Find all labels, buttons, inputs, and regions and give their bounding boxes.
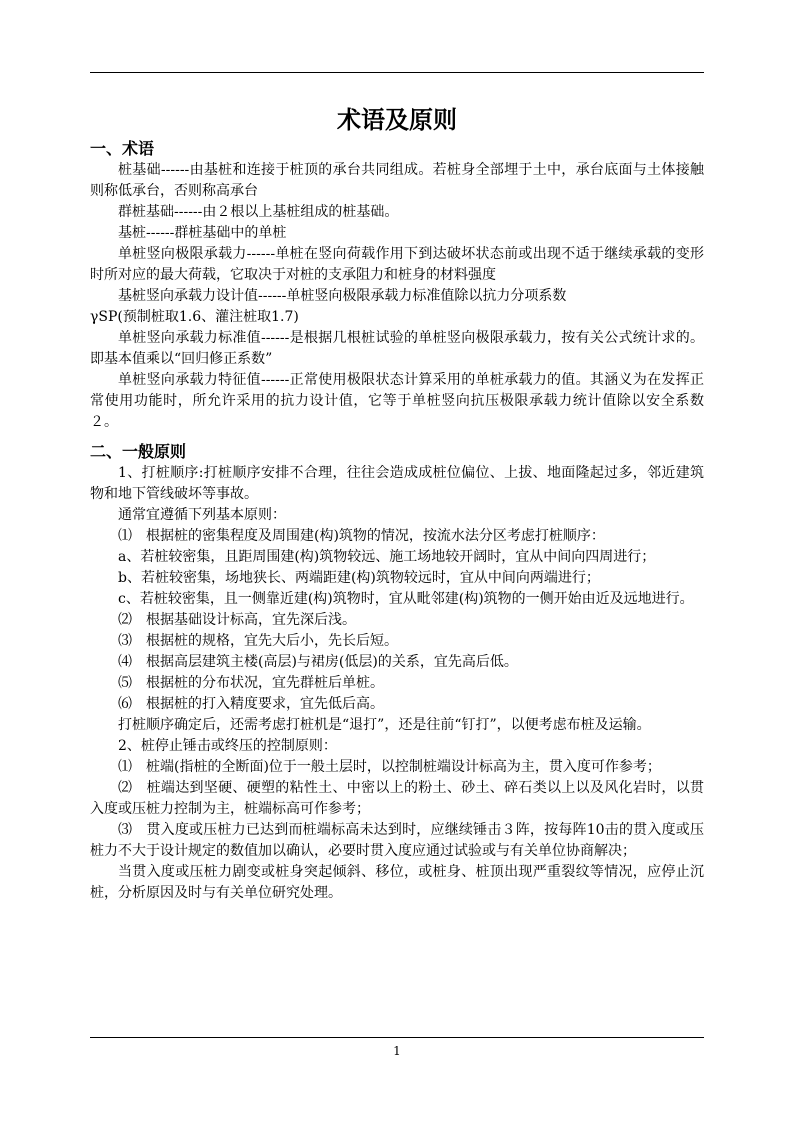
paragraph: ⑸ 根据桩的分布状况，宜先群桩后单桩。 — [118, 675, 384, 691]
paragraph: 通常宜遵循下列基本原则： — [118, 507, 286, 523]
paragraph: ⑵ 根据基础设计标高，宜先深后浅。 — [118, 612, 356, 628]
paragraph: 打桩顺序确定后，还需考虑打桩机是“退打”，还是往前“钉打”，以便考虑布桩及运输。 — [118, 717, 651, 733]
paragraph: 2、桩停止锤击或终压的控制原则： — [118, 738, 337, 754]
paragraph: 单桩竖向承载力特征值------正常使用极限状态计算采用的单桩承载力的值。其涵义为在发挥正常使用功能时，所允许采用的抗力设计值，它等于单桩竖向抗压极限承载力统计值除以安全系数２。 — [90, 372, 704, 430]
paragraph: ⑶ 根据桩的规格，宜先大后小，先长后短。 — [118, 633, 398, 649]
paragraph: b、若桩较密集，场地狭长、两端距建(构)筑物较远时，宜从中间向两端进行； — [118, 570, 600, 586]
paragraph: ⑹ 根据桩的打入精度要求，宜先低后高。 — [118, 696, 384, 712]
paragraph: a、若桩较密集，且距周围建(构)筑物较远、施工场地较开阔时，宜从中间向四周进行； — [118, 549, 656, 565]
page-content — [90, 100, 704, 904]
paragraph: ⑵ 桩端达到坚硬、硬塑的粘性土、中密以上的粉土、砂土、碎石类以上以及风化岩时，以贯入度或压桩力控制为主，桩端标高可作参考； — [90, 780, 704, 817]
paragraph: ⑴ 根据桩的密集程度及周围建(构)筑物的情况，按流水法分区考虑打桩顺序： — [118, 528, 605, 544]
gamma-coefficient-line: γSP(预制桩取1.6、灌注桩取1.7) — [90, 309, 299, 325]
paragraph: 群桩基础------由２根以上基桩组成的桩基础。 — [118, 204, 399, 220]
paragraph: 当贯入度或压桩力剧变或桩身突起倾斜、移位，或桩身、桩顶出现严重裂纹等情况，应停止沉桩，分析原因及时与有关单位研究处理。 — [90, 864, 704, 901]
page-title: 术语及原则 — [337, 106, 457, 134]
paragraph: 基桩------群桩基础中的单桩 — [118, 225, 287, 241]
footer-rule — [90, 1037, 704, 1038]
paragraph: 桩基础------由基桩和连接于桩顶的承台共同组成。若桩身全部埋于土中，承台底面与土体接触则称低承台，否则称高承台 — [90, 162, 704, 199]
paragraph: 单桩竖向极限承载力------单桩在竖向荷载作用下到达破坏状态前或出现不适于继续承载的变形时所对应的最大荷载，它取决于对桩的支承阻力和桩身的材料强度 — [90, 246, 704, 283]
paragraph: c、若桩较密集，且一侧靠近建(构)筑物时，宜从毗邻建(构)筑物的一侧开始由近及远地进行。 — [118, 591, 694, 607]
section-heading-principles: 二、一般原则 — [90, 442, 187, 461]
paragraph: 单桩竖向承载力标准值------是根据几根桩试验的单桩竖向极限承载力，按有关公式统计求的。即基本值乘以“回归修正系数” — [90, 330, 704, 367]
page-number: 1 — [393, 1044, 401, 1058]
header-rule — [90, 72, 704, 73]
paragraph: ⑶ 贯入度或压桩力已达到而桩端标高未达到时，应继续锤击３阵，按每阵10击的贯入度或压桩力不大于设计规定的数值加以确认，必要时贯入度应通过试验或与有关单位协商解决； — [90, 822, 704, 859]
paragraph: 1、打桩顺序:打桩顺序安排不合理，往往会造成成桩位偏位、上拔、地面隆起过多，邻近建筑物和地下管线破坏等事故。 — [90, 465, 704, 502]
paragraph: ⑴ 桩端(指桩的全断面)位于一般土层时，以控制桩端设计标高为主，贯入度可作参考； — [118, 759, 661, 775]
paragraph: 基桩竖向承载力设计值------单桩竖向极限承载力标准值除以抗力分项系数 — [118, 288, 567, 304]
section-heading-terms: 一、术语 — [90, 139, 155, 158]
paragraph: ⑷ 根据高层建筑主楼(高层)与裙房(低层)的关系，宜先高后低。 — [118, 654, 518, 670]
